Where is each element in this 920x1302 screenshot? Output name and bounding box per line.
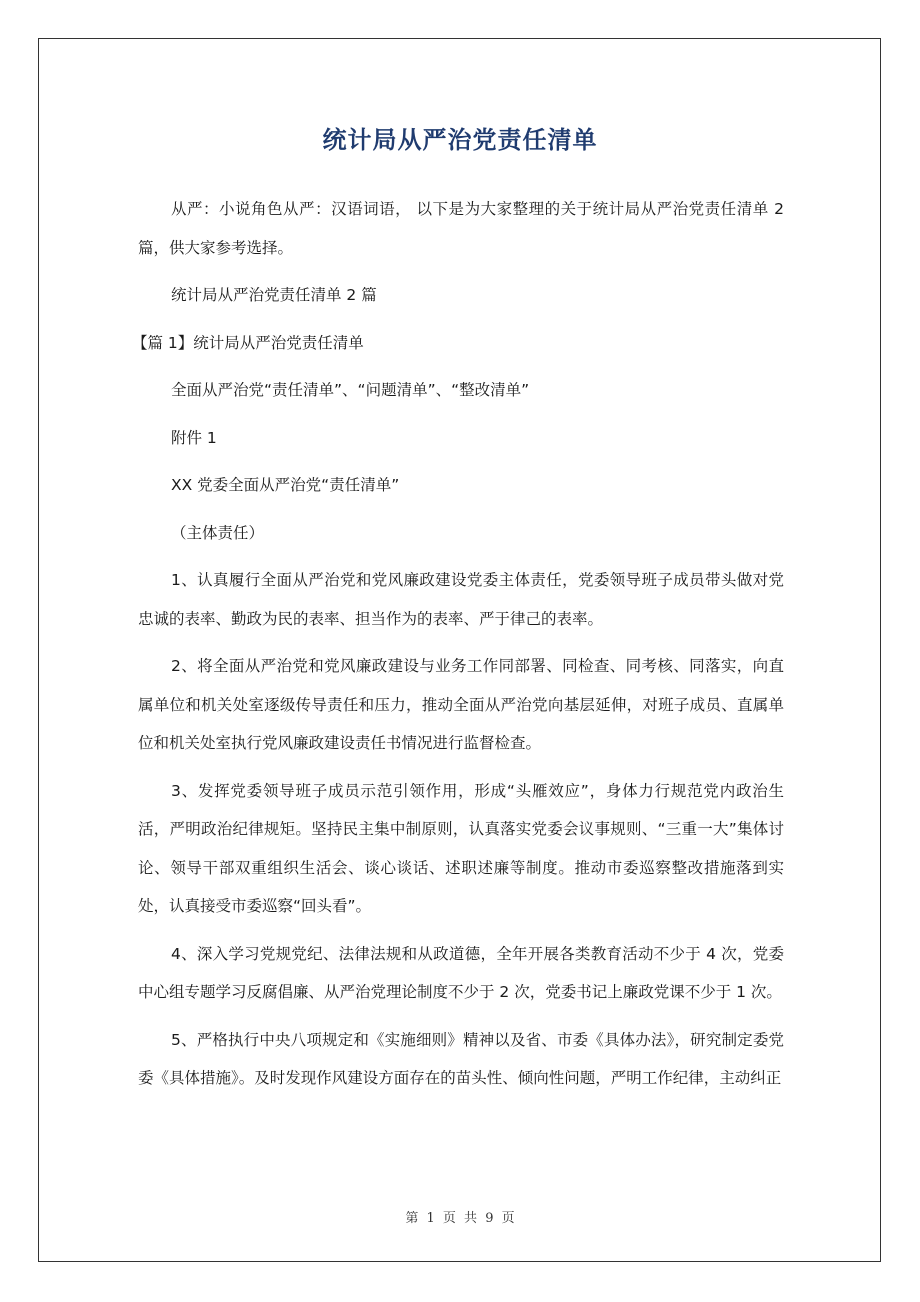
list-item: 1、认真履行全面从严治党和党风廉政建设党委主体责任，党委领导班子成员带头做对党忠诚的表率、勤政为民的表率、担当作为的表率、严于律己的表率。 (138, 571, 784, 628)
paragraph-responsibility-type: （主体责任） (171, 523, 265, 542)
list-item: 4、深入学习党规党纪、法律法规和从政道德，全年开展各类教育活动不少于 4 次，党委中心组专题学习反腐倡廉、从严治党理论制度不少于 2 次，党委书记上廉政党课不少于 1 次。 (138, 944, 784, 1001)
list-item: 3、发挥党委领导班子成员示范引领作用，形成“头雁效应”，身体力行规范党内政治生活，严明政治纪律规矩。坚持民主集中制原则，认真落实党委会议事规则、“三重一大”集体讨论、领导干部双重组织生活会、谈心谈话、述职述廉等制度。推动市委巡察整改措施落到实处，认真接受市委巡察“回头看”。 (138, 781, 784, 915)
paragraph-attachment: 附件 1 (171, 428, 217, 447)
document-body (132, 190, 784, 1107)
document-title: 统计局从严治党责任清单 (322, 126, 598, 154)
paragraph-subtitle: 统计局从严治党责任清单 2 篇 (171, 286, 377, 304)
page-number: 第 1 页 共 9 页 (405, 1211, 515, 1226)
paragraph-intro: 从严：小说角色从严：汉语词语， 以下是为大家整理的关于统计局从严治党责任清单 2 篇，供大家参考选择。 (138, 200, 784, 257)
list-item: 2、将全面从严治党和党风廉政建设与业务工作同部署、同检查、同考核、同落实，向直属单位和机关处室逐级传导责任和压力，推动全面从严治党向基层延伸，对班子成员、直属单位和机关处室执行党风廉政建设责任书情况进行监督检查。 (138, 657, 784, 752)
section-heading: 【篇 1】统计局从严治党责任清单 (132, 333, 364, 352)
paragraph-list-title: XX 党委全面从严治党“责任清单” (171, 476, 400, 494)
paragraph-lists-heading: 全面从严治党“责任清单”、“问题清单”、“整改清单” (171, 381, 530, 399)
list-item: 5、严格执行中央八项规定和《实施细则》精神以及省、市委《具体办法》，研究制定委党委《具体措施》。及时发现作风建设方面存在的苗头性、倾向性问题，严明工作纪律，主动纠正 (138, 1030, 784, 1087)
